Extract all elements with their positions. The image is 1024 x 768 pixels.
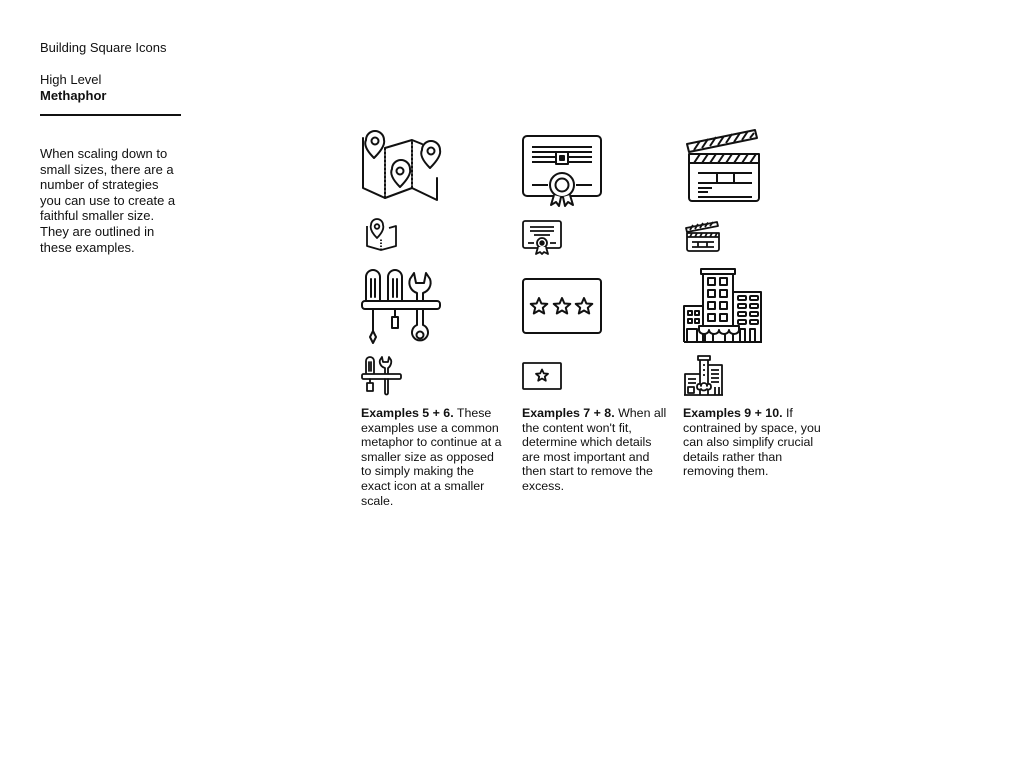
caption-examples-9-10 — [683, 406, 828, 479]
caption-examples-5-6 — [361, 406, 506, 508]
certificate-small-icon — [522, 220, 564, 256]
section-sublabel: Methaphor — [40, 88, 107, 103]
divider — [40, 114, 181, 116]
caption-label: Examples 7 + 8. — [522, 406, 615, 420]
section-label: High Level — [40, 72, 102, 87]
sidebar — [40, 40, 181, 255]
document-title: Building Square Icons — [40, 40, 167, 55]
clapperboard-icon — [686, 128, 762, 204]
caption-examples-7-8 — [522, 406, 667, 494]
tools-small-icon — [361, 355, 403, 397]
caption-label: Examples 9 + 10. — [683, 406, 783, 420]
caption-text: If contrained by space, you can also simplify crucial details rather than removing them. — [683, 406, 821, 479]
tools-rack-icon — [361, 267, 443, 347]
section-heading — [40, 72, 181, 104]
map-pin-small-icon — [365, 220, 399, 252]
star-card-small-icon — [522, 362, 562, 390]
caption-text: When all the content won't fit, determine which details are most important and then start to remove the excess. — [522, 406, 667, 493]
city-buildings-icon — [683, 268, 763, 344]
rating-stars-card-icon — [522, 278, 602, 334]
intro-paragraph: When scaling down to small sizes, there are a number of strategies you can use to create a faithful smaller size. They are outlined in these examples. — [40, 146, 176, 255]
clapperboard-small-icon — [685, 221, 721, 253]
caption-text: These examples use a common metaphor to continue at a smaller size as opposed to simply making the exact icon at a smaller scale. — [361, 406, 502, 508]
certificate-icon — [522, 135, 602, 207]
buildings-small-icon — [683, 355, 725, 397]
map-with-pins-icon — [360, 130, 442, 204]
caption-label: Examples 5 + 6. — [361, 406, 454, 420]
